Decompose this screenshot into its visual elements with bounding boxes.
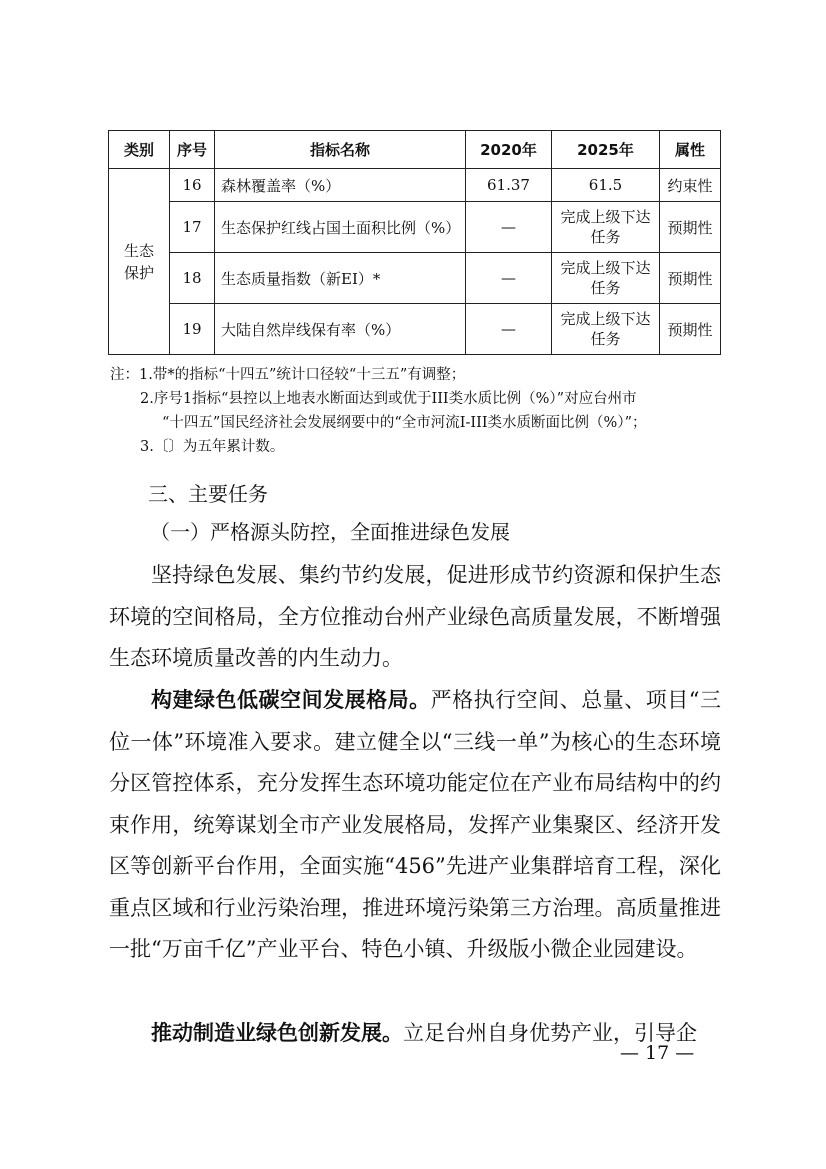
row-value-2020: 61.37: [466, 169, 552, 202]
table-row: [109, 253, 721, 304]
row-number: 17: [170, 202, 215, 253]
row-value-2020: —: [466, 304, 552, 355]
header-category: 类别: [109, 131, 170, 169]
row-attribute: 预期性: [660, 304, 721, 355]
table-row: [109, 202, 721, 253]
row-indicator-name: 大陆自然岸线保有率（%）: [215, 304, 466, 355]
row-value-2025: 完成上级下达任务: [552, 253, 660, 304]
paragraph-1: 坚持绿色发展、集约节约发展，促进形成节约资源和保护生态环境的空间格局，全方位推动台州产业绿色高质量发展，不断增强生态环境质量改善的内生动力。: [109, 563, 721, 670]
note-3: 3.〔〕为五年累计数。: [140, 439, 285, 455]
paragraph-2-lead: 构建绿色低碳空间发展格局。: [151, 688, 431, 712]
paragraph-3-lead: 推动制造业绿色创新发展。: [151, 1021, 403, 1045]
header-indicator-name: 指标名称: [215, 131, 466, 169]
header-2025: 2025年: [552, 131, 660, 169]
section-heading: 三、主要任务: [148, 482, 268, 506]
page-number: — 17 —: [620, 1042, 695, 1064]
paragraph-3-body: 立足台州自身优势产业，引导企: [403, 1021, 697, 1045]
row-value-2025: 完成上级下达任务: [552, 202, 660, 253]
row-indicator-name: 森林覆盖率（%）: [215, 169, 466, 202]
row-value-2020: —: [466, 253, 552, 304]
row-value-2025: 61.5: [552, 169, 660, 202]
row-attribute: 约束性: [660, 169, 721, 202]
category-cell: [109, 169, 170, 355]
row-attribute: 预期性: [660, 253, 721, 304]
note-2-line-1: 2.序号1指标“县控以上地表水断面达到或优于III类水质比例（%）”对应台州市: [140, 391, 637, 407]
row-number: 19: [170, 304, 215, 355]
row-indicator-name: 生态保护红线占国土面积比例（%）: [215, 202, 466, 253]
row-number: 18: [170, 253, 215, 304]
table-row: [109, 169, 721, 202]
row-value-2025: 完成上级下达任务: [552, 304, 660, 355]
note-1: 注：1.带*的指标“十四五”统计口径较“十三五”有调整；: [110, 367, 466, 383]
row-attribute: 预期性: [660, 202, 721, 253]
paragraph-2: [109, 680, 721, 971]
paragraph-2-body: 严格执行空间、总量、项目“三位一体”环境准入要求。建立健全以“三线一单”为核心的生态环境分区管控体系，充分发挥生态环境功能定位在产业布局结构中的约束作用，统筹谋划全市产业发展格局，发挥产业集聚区、经济开发区等创新平台作用，全面实施“456”先进产业集群培育工程，深化重点区域和行业污染治理，推进环境污染第三方治理。高质量推进一批“万亩千亿”产业平台、特色小镇、升级版小微企业园建设。: [109, 688, 721, 961]
table-notes: [110, 363, 730, 459]
indicator-table: [108, 130, 721, 355]
category-label: 生态保护: [123, 241, 154, 282]
note-2-line-2: “十四五”国民经济社会发展纲要中的“全市河流I-III类水质断面比例（%）”；: [162, 415, 647, 431]
subsection-heading: （一）严格源头防控，全面推进绿色发展: [150, 520, 510, 544]
header-attribute: 属性: [660, 131, 721, 169]
table-header-row: [109, 131, 721, 169]
row-number: 16: [170, 169, 215, 202]
row-value-2020: —: [466, 202, 552, 253]
header-2020: 2020年: [466, 131, 552, 169]
row-indicator-name: 生态质量指数（新EI）*: [215, 253, 466, 304]
table-row: [109, 304, 721, 355]
header-number: 序号: [170, 131, 215, 169]
